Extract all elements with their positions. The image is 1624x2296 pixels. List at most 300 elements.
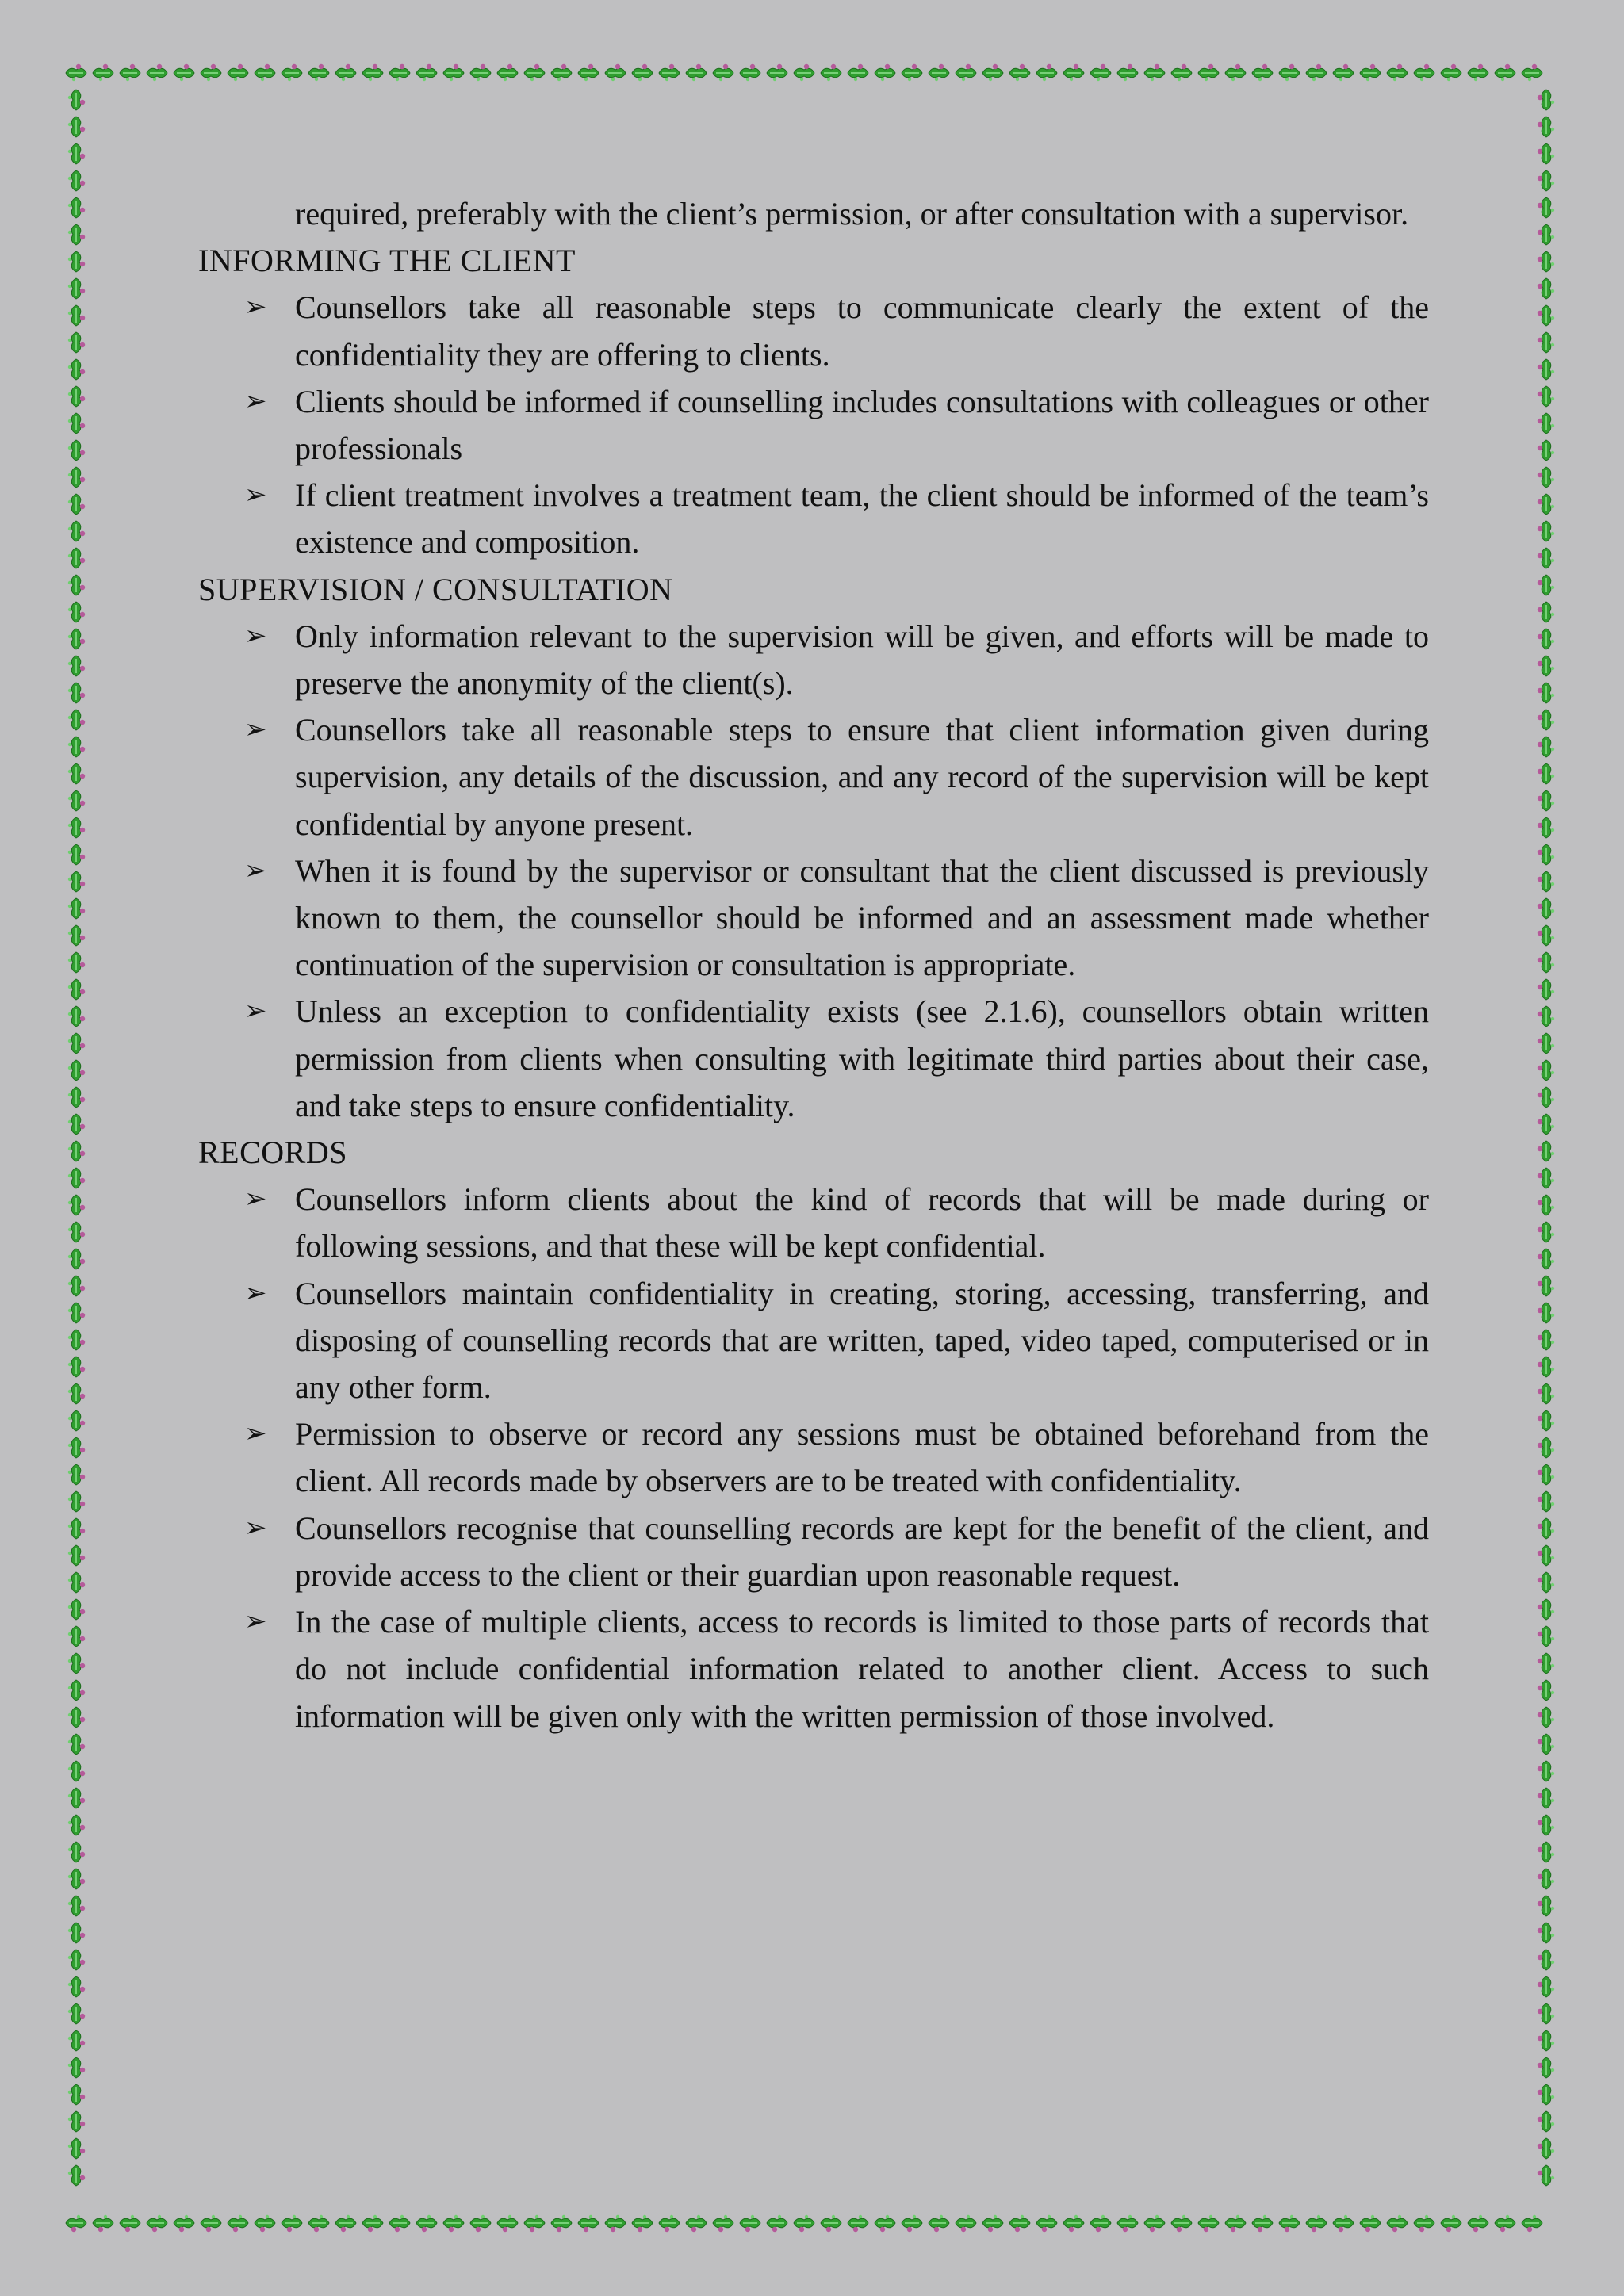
- holly-leaf-icon: [174, 64, 194, 81]
- holly-leaf-icon: [68, 1141, 85, 1161]
- holly-leaf-icon: [1538, 1815, 1554, 1835]
- holly-leaf-icon: [68, 979, 85, 1000]
- holly-leaf-icon: [1468, 64, 1488, 81]
- holly-leaf-icon: [551, 64, 572, 81]
- holly-leaf-icon: [497, 2215, 518, 2232]
- holly-leaf-icon: [929, 2215, 949, 2232]
- holly-leaf-icon: [308, 64, 329, 81]
- holly-leaf-icon: [68, 1626, 85, 1647]
- holly-leaf-icon: [68, 683, 85, 703]
- holly-leaf-icon: [1538, 979, 1554, 1000]
- holly-leaf-icon: [68, 952, 85, 973]
- holly-leaf-icon: [389, 64, 410, 81]
- holly-leaf-icon: [68, 1357, 85, 1377]
- holly-leaf-icon: [68, 1896, 85, 1916]
- holly-leaf-icon: [1538, 1114, 1554, 1135]
- list-item: [198, 1505, 1429, 1598]
- list-item: [198, 988, 1429, 1129]
- holly-leaf-icon: [982, 64, 1003, 81]
- holly-leaf-icon: [1538, 710, 1554, 730]
- holly-leaf-icon: [1252, 2215, 1273, 2232]
- holly-leaf-icon: [1538, 332, 1554, 353]
- holly-leaf-icon: [1252, 64, 1273, 81]
- holly-leaf-icon: [875, 64, 895, 81]
- holly-leaf-icon: [1387, 2215, 1408, 2232]
- holly-leaf-icon: [68, 2111, 85, 2132]
- holly-leaf-icon: [335, 64, 356, 81]
- continuation-paragraph: required, preferably with the client’s permission, or after consultation with a supervisor.: [295, 196, 1409, 232]
- holly-leaf-icon: [1144, 64, 1165, 81]
- holly-leaf-icon: [93, 64, 113, 81]
- holly-leaf-icon: [686, 64, 707, 81]
- holly-leaf-icon: [1538, 2057, 1554, 2078]
- holly-leaf-icon: [1538, 548, 1554, 568]
- holly-leaf-icon: [68, 871, 85, 892]
- holly-leaf-icon: [497, 64, 518, 81]
- holly-leaf-icon: [68, 2003, 85, 2024]
- arrow-bullet-icon: ➢: [244, 619, 267, 652]
- holly-leaf-icon: [68, 2084, 85, 2105]
- holly-leaf-icon: [1036, 2215, 1057, 2232]
- holly-leaf-icon: [1117, 64, 1138, 81]
- holly-leaf-icon: [1538, 117, 1554, 137]
- holly-leaf-icon: [68, 2030, 85, 2051]
- holly-leaf-icon: [1538, 1653, 1554, 1674]
- holly-leaf-icon: [416, 64, 437, 81]
- holly-leaf-icon: [524, 64, 545, 81]
- holly-leaf-icon: [767, 2215, 787, 2232]
- list-item-text: Permission to observe or record any sessions must be obtained beforehand from the client. All records made by observers are to be treated with confidentiality.: [295, 1416, 1429, 1499]
- holly-leaf-icon: [68, 1410, 85, 1431]
- holly-leaf-icon: [1333, 64, 1354, 81]
- holly-leaf-icon: [68, 1734, 85, 1755]
- holly-leaf-icon: [282, 64, 302, 81]
- holly-leaf-icon: [1538, 952, 1554, 973]
- holly-leaf-icon: [1538, 575, 1554, 595]
- holly-leaf-icon: [1538, 763, 1554, 784]
- holly-leaf-icon: [68, 1599, 85, 1620]
- holly-leaf-icon: [605, 2215, 626, 2232]
- arrow-bullet-icon: ➢: [244, 291, 267, 323]
- holly-leaf-icon: [929, 64, 949, 81]
- holly-leaf-icon: [255, 64, 275, 81]
- holly-leaf-icon: [1387, 64, 1408, 81]
- holly-leaf-icon: [1538, 844, 1554, 865]
- holly-leaf-icon: [1538, 2165, 1554, 2186]
- holly-leaf-icon: [1225, 2215, 1246, 2232]
- holly-leaf-icon: [255, 2215, 275, 2232]
- holly-leaf-icon: [902, 2215, 922, 2232]
- holly-leaf-icon: [68, 413, 85, 434]
- arrow-bullet-icon: ➢: [244, 1183, 267, 1215]
- holly-leaf-icon: [1538, 144, 1554, 164]
- holly-leaf-icon: [68, 1518, 85, 1539]
- holly-leaf-icon: [875, 2215, 895, 2232]
- holly-leaf-icon: [68, 2165, 85, 2186]
- holly-leaf-icon: [68, 710, 85, 730]
- arrow-bullet-icon: ➢: [244, 854, 267, 886]
- arrow-bullet-icon: ➢: [244, 1276, 267, 1309]
- holly-leaf-icon: [470, 2215, 491, 2232]
- holly-leaf-icon: [68, 602, 85, 622]
- holly-leaf-icon: [68, 332, 85, 353]
- list-item: [198, 378, 1429, 472]
- holly-leaf-icon: [68, 494, 85, 515]
- holly-leaf-icon: [68, 1303, 85, 1323]
- section-heading: SUPERVISION / CONSULTATION: [198, 571, 673, 607]
- holly-leaf-icon: [1538, 2030, 1554, 2051]
- holly-leaf-icon: [1306, 2215, 1327, 2232]
- holly-leaf-icon: [1538, 1141, 1554, 1161]
- holly-leaf-icon: [68, 1707, 85, 1728]
- list-item: [198, 1270, 1429, 1411]
- holly-leaf-icon: [1279, 2215, 1300, 2232]
- holly-leaf-icon: [1538, 1060, 1554, 1081]
- holly-leaf-icon: [68, 359, 85, 380]
- holly-leaf-icon: [308, 2215, 329, 2232]
- holly-leaf-icon: [1538, 1464, 1554, 1485]
- list-item: [198, 284, 1429, 377]
- holly-leaf-icon: [362, 64, 383, 81]
- holly-leaf-icon: [1468, 2215, 1488, 2232]
- holly-leaf-icon: [1414, 64, 1434, 81]
- holly-leaf-icon: [68, 548, 85, 568]
- holly-leaf-icon: [66, 64, 86, 81]
- holly-leaf-icon: [120, 2215, 140, 2232]
- holly-leaf-icon: [1538, 1950, 1554, 1970]
- holly-leaf-icon: [632, 64, 653, 81]
- holly-leaf-icon: [1538, 1976, 1554, 1997]
- holly-leaf-icon: [1538, 1437, 1554, 1458]
- holly-leaf-icon: [68, 1249, 85, 1269]
- sections-container: [198, 237, 1429, 1739]
- holly-leaf-icon: [443, 64, 464, 81]
- holly-leaf-icon: [1522, 2215, 1542, 2232]
- holly-leaf-icon: [578, 2215, 599, 2232]
- list-item-text: Counsellors recognise that counselling records are kept for the benefit of the client, and provide access to the client or their guardian upon reasonable request.: [295, 1510, 1429, 1593]
- holly-leaf-icon: [68, 1815, 85, 1835]
- holly-leaf-icon: [767, 64, 787, 81]
- list-item-text: Counsellors maintain confidentiality in creating, storing, accessing, transferring, and disposing of counselling records that are written, taped, video taped, computerised or in any other form.: [295, 1275, 1429, 1406]
- bullet-list: [198, 284, 1429, 565]
- holly-leaf-icon: [1538, 1842, 1554, 1862]
- holly-leaf-icon: [68, 521, 85, 541]
- holly-leaf-icon: [68, 251, 85, 272]
- holly-leaf-icon: [1522, 64, 1542, 81]
- holly-leaf-icon: [848, 2215, 868, 2232]
- holly-leaf-icon: [68, 1222, 85, 1242]
- holly-leaf-icon: [1538, 1545, 1554, 1566]
- holly-leaf-icon: [1538, 737, 1554, 757]
- holly-leaf-icon: [68, 1033, 85, 1054]
- holly-leaf-icon: [416, 2215, 437, 2232]
- list-item-text: Unless an exception to confidentiality exists (see 2.1.6), counsellors obtain written permission from clients when consulting with legitimate third parties about their case, and take steps to ensure confidentiality.: [295, 993, 1429, 1123]
- arrow-bullet-icon: ➢: [244, 1418, 267, 1450]
- holly-leaf-icon: [1538, 224, 1554, 245]
- arrow-bullet-icon: ➢: [244, 1511, 267, 1544]
- holly-leaf-icon: [1538, 1087, 1554, 1108]
- holly-leaf-icon: [1538, 386, 1554, 407]
- holly-leaf-icon: [1538, 683, 1554, 703]
- holly-leaf-icon: [68, 1060, 85, 1081]
- holly-leaf-icon: [821, 2215, 841, 2232]
- holly-leaf-icon: [659, 2215, 680, 2232]
- list-item-text: Counsellors take all reasonable steps to communicate clearly the extent of the confidentiality they are offering to clients.: [295, 289, 1429, 373]
- holly-leaf-icon: [794, 64, 814, 81]
- list-item: [198, 472, 1429, 565]
- holly-leaf-icon: [1538, 629, 1554, 649]
- holly-leaf-icon: [1306, 64, 1327, 81]
- holly-leaf-icon: [1495, 64, 1515, 81]
- holly-leaf-icon: [201, 64, 221, 81]
- list-item-text: Clients should be informed if counselling includes consultations with colleagues or other professionals: [295, 383, 1429, 467]
- list-item-text: In the case of multiple clients, access to records is limited to those parts of records that do not include confidential information related to another client. Access to such information will be given only with the written permission of those involved.: [295, 1604, 1429, 1734]
- holly-leaf-icon: [68, 737, 85, 757]
- holly-leaf-icon: [1538, 1249, 1554, 1269]
- holly-leaf-icon: [578, 64, 599, 81]
- holly-leaf-icon: [1538, 305, 1554, 326]
- holly-leaf-icon: [1279, 64, 1300, 81]
- list-item-text: Counsellors take all reasonable steps to ensure that client information given during supervision, any details of the discussion, and any record of the supervision will be kept confidential by anyone present.: [295, 712, 1429, 842]
- holly-leaf-icon: [68, 144, 85, 164]
- holly-leaf-icon: [1441, 64, 1461, 81]
- holly-leaf-icon: [713, 64, 733, 81]
- holly-leaf-icon: [1538, 1626, 1554, 1647]
- holly-leaf-icon: [1171, 64, 1192, 81]
- arrow-bullet-icon: ➢: [244, 714, 267, 746]
- holly-leaf-icon: [1538, 790, 1554, 811]
- holly-leaf-icon: [524, 2215, 545, 2232]
- holly-leaf-icon: [1538, 1033, 1554, 1054]
- holly-leaf-icon: [1225, 64, 1246, 81]
- holly-leaf-icon: [1538, 1168, 1554, 1188]
- holly-leaf-icon: [362, 2215, 383, 2232]
- bullet-list: [198, 1176, 1429, 1739]
- holly-leaf-icon: [68, 925, 85, 946]
- holly-leaf-icon: [902, 64, 922, 81]
- holly-leaf-icon: [1117, 2215, 1138, 2232]
- holly-leaf-icon: [1538, 1491, 1554, 1512]
- holly-leaf-icon: [1538, 440, 1554, 461]
- holly-leaf-icon: [956, 2215, 976, 2232]
- holly-leaf-icon: [1144, 2215, 1165, 2232]
- holly-leaf-icon: [794, 2215, 814, 2232]
- holly-leaf-icon: [1538, 1923, 1554, 1943]
- holly-leaf-icon: [443, 2215, 464, 2232]
- holly-leaf-icon: [1538, 1330, 1554, 1350]
- holly-leaf-icon: [68, 1330, 85, 1350]
- holly-leaf-icon: [68, 197, 85, 218]
- holly-leaf-icon: [1538, 2138, 1554, 2159]
- holly-leaf-icon: [147, 2215, 167, 2232]
- holly-leaf-icon: [1538, 1707, 1554, 1728]
- holly-leaf-icon: [1538, 170, 1554, 191]
- holly-leaf-icon: [1538, 197, 1554, 218]
- holly-leaf-icon: [1538, 251, 1554, 272]
- list-item: [198, 1176, 1429, 1269]
- holly-leaf-icon: [93, 2215, 113, 2232]
- list-item-text: When it is found by the supervisor or consultant that the client discussed is previously known to them, the counsellor should be informed and an assessment made whether continuation of the supervision or consultation is appropriate.: [295, 852, 1429, 983]
- holly-leaf-icon: [68, 1114, 85, 1135]
- holly-leaf-icon: [1414, 2215, 1434, 2232]
- holly-leaf-icon: [1538, 1357, 1554, 1377]
- holly-leaf-icon: [147, 64, 167, 81]
- holly-leaf-icon: [335, 2215, 356, 2232]
- holly-leaf-icon: [68, 1842, 85, 1862]
- holly-leaf-icon: [68, 629, 85, 649]
- holly-leaf-icon: [282, 2215, 302, 2232]
- holly-leaf-icon: [1360, 64, 1381, 81]
- holly-leaf-icon: [228, 2215, 248, 2232]
- holly-leaf-icon: [68, 467, 85, 488]
- holly-leaf-icon: [68, 790, 85, 811]
- holly-leaf-icon: [1538, 1518, 1554, 1539]
- arrow-bullet-icon: ➢: [244, 385, 267, 417]
- holly-leaf-icon: [68, 440, 85, 461]
- holly-leaf-icon: [68, 305, 85, 326]
- holly-leaf-icon: [1538, 2003, 1554, 2024]
- list-item: [198, 848, 1429, 989]
- holly-leaf-icon: [740, 2215, 760, 2232]
- holly-leaf-icon: [68, 1383, 85, 1404]
- holly-leaf-icon: [68, 1087, 85, 1108]
- holly-leaf-icon: [1538, 1572, 1554, 1593]
- holly-leaf-icon: [1538, 1222, 1554, 1242]
- holly-leaf-icon: [1538, 413, 1554, 434]
- holly-leaf-icon: [68, 844, 85, 865]
- holly-leaf-icon: [1036, 64, 1057, 81]
- holly-leaf-icon: [1090, 64, 1111, 81]
- holly-leaf-icon: [1538, 925, 1554, 946]
- holly-leaf-icon: [1538, 2111, 1554, 2132]
- holly-leaf-icon: [1360, 2215, 1381, 2232]
- holly-leaf-icon: [470, 64, 491, 81]
- holly-leaf-icon: [66, 2215, 86, 2232]
- holly-leaf-icon: [821, 64, 841, 81]
- holly-leaf-icon: [228, 64, 248, 81]
- holly-leaf-icon: [68, 278, 85, 299]
- holly-leaf-icon: [68, 1276, 85, 1296]
- holly-leaf-icon: [686, 2215, 707, 2232]
- holly-leaf-icon: [1009, 2215, 1030, 2232]
- holly-leaf-icon: [68, 1464, 85, 1485]
- holly-leaf-icon: [1538, 467, 1554, 488]
- holly-leaf-icon: [1090, 2215, 1111, 2232]
- list-item: [198, 706, 1429, 848]
- list-item: [198, 1598, 1429, 1739]
- holly-leaf-icon: [68, 224, 85, 245]
- holly-leaf-icon: [1538, 1006, 1554, 1027]
- holly-leaf-icon: [389, 2215, 410, 2232]
- holly-leaf-icon: [68, 898, 85, 919]
- holly-leaf-icon: [1538, 2084, 1554, 2105]
- holly-leaf-icon: [740, 64, 760, 81]
- holly-leaf-icon: [1538, 1410, 1554, 1431]
- list-item-text: Only information relevant to the supervision will be given, and efforts will be made to preserve the anonymity of the client(s).: [295, 618, 1429, 702]
- holly-leaf-icon: [1538, 359, 1554, 380]
- holly-leaf-icon: [1538, 1276, 1554, 1296]
- holly-leaf-icon: [68, 1572, 85, 1593]
- holly-leaf-icon: [1063, 64, 1084, 81]
- list-item: [198, 1410, 1429, 1504]
- section-heading: RECORDS: [198, 1135, 347, 1171]
- holly-leaf-icon: [1171, 2215, 1192, 2232]
- holly-leaf-icon: [68, 1680, 85, 1701]
- holly-leaf-icon: [201, 2215, 221, 2232]
- arrow-bullet-icon: ➢: [244, 995, 267, 1027]
- list-item-text: If client treatment involves a treatment team, the client should be informed of the team’s existence and composition.: [295, 477, 1429, 561]
- holly-leaf-icon: [68, 575, 85, 595]
- holly-leaf-icon: [68, 1545, 85, 1566]
- holly-leaf-icon: [659, 64, 680, 81]
- holly-leaf-icon: [1495, 2215, 1515, 2232]
- holly-leaf-icon: [1538, 1788, 1554, 1808]
- holly-leaf-icon: [68, 763, 85, 784]
- holly-leaf-icon: [68, 1950, 85, 1970]
- holly-leaf-icon: [68, 1653, 85, 1674]
- arrow-bullet-icon: ➢: [244, 1605, 267, 1638]
- holly-leaf-icon: [68, 1976, 85, 1997]
- holly-leaf-icon: [1538, 278, 1554, 299]
- holly-leaf-icon: [68, 117, 85, 137]
- holly-leaf-icon: [68, 386, 85, 407]
- holly-leaf-icon: [551, 2215, 572, 2232]
- holly-leaf-icon: [1538, 1869, 1554, 1889]
- holly-leaf-icon: [632, 2215, 653, 2232]
- holly-leaf-icon: [68, 2057, 85, 2078]
- holly-leaf-icon: [1198, 2215, 1219, 2232]
- holly-leaf-icon: [68, 90, 85, 110]
- holly-leaf-icon: [1538, 898, 1554, 919]
- holly-leaf-icon: [68, 1788, 85, 1808]
- holly-leaf-icon: [1538, 1383, 1554, 1404]
- holly-leaf-icon: [1333, 2215, 1354, 2232]
- holly-leaf-icon: [1538, 1896, 1554, 1916]
- holly-leaf-icon: [982, 2215, 1003, 2232]
- holly-leaf-icon: [1538, 602, 1554, 622]
- holly-leaf-icon: [605, 64, 626, 81]
- holly-leaf-icon: [68, 1491, 85, 1512]
- holly-leaf-icon: [68, 1006, 85, 1027]
- holly-leaf-icon: [1538, 1680, 1554, 1701]
- holly-leaf-icon: [1538, 1734, 1554, 1755]
- holly-leaf-icon: [1009, 64, 1030, 81]
- holly-leaf-icon: [68, 1168, 85, 1188]
- holly-leaf-icon: [174, 2215, 194, 2232]
- holly-leaf-icon: [1538, 817, 1554, 838]
- holly-leaf-icon: [1441, 2215, 1461, 2232]
- holly-leaf-icon: [1538, 1761, 1554, 1781]
- holly-leaf-icon: [68, 2138, 85, 2159]
- holly-leaf-icon: [1538, 494, 1554, 515]
- list-item: [198, 613, 1429, 706]
- holly-leaf-icon: [1198, 64, 1219, 81]
- holly-leaf-icon: [1538, 1599, 1554, 1620]
- holly-leaf-icon: [68, 1923, 85, 1943]
- section-heading: INFORMING THE CLIENT: [198, 243, 576, 279]
- holly-leaf-icon: [68, 1869, 85, 1889]
- holly-leaf-icon: [1063, 2215, 1084, 2232]
- holly-leaf-icon: [1538, 656, 1554, 676]
- holly-leaf-icon: [68, 170, 85, 191]
- holly-leaf-icon: [848, 64, 868, 81]
- bullet-list: [198, 613, 1429, 1129]
- holly-leaf-icon: [1538, 521, 1554, 541]
- holly-leaf-icon: [713, 2215, 733, 2232]
- holly-leaf-icon: [68, 1195, 85, 1215]
- holly-leaf-icon: [68, 1761, 85, 1781]
- holly-leaf-icon: [68, 817, 85, 838]
